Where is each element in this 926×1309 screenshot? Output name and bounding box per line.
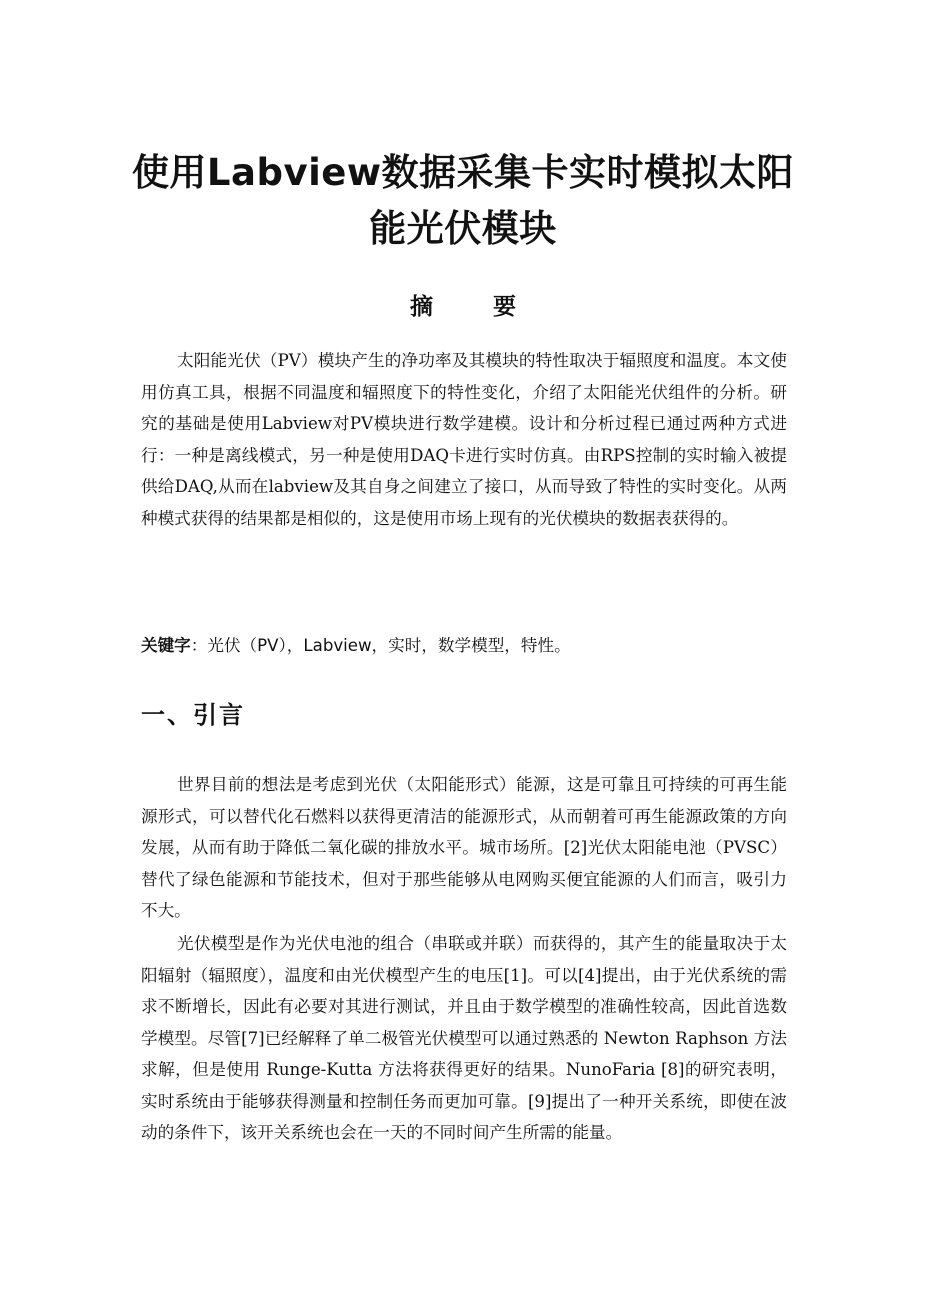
section-heading-introduction: 一、引言 [141, 701, 245, 729]
intro-paragraph: 光伏模型是作为光伏电池的组合（串联或并联）而获得的，其产生的能量取决于太阳辐射（辐照度），温度和由光伏模型产生的电压[1]。可以[4]提出，由于光伏系统的需求不断增长，因此有必要对其进行测试，并且由于数学模型的准确性较高，因此首选数学模型。尽管[7]已经解释了单二极管光伏模型可以通过熟悉的 Newton Raphson 方法求解，但是使用 Runge-Kutta 方法将获得更好的结果。NunoFaria [8]的研究表明，实时系统由于能够获得测量和控制任务而更加可靠。[9]提出了一种开关系统，即使在波动的条件下，该开关系统也会在一天的不同时间产生所需的能量。 [141, 934, 787, 1142]
abstract-body: 太阳能光伏（PV）模块产生的净功率及其模块的特性取决于辐照度和温度。本文使用仿真工具，根据不同温度和辐照度下的特性变化，介绍了太阳能光伏组件的分析。研究的基础是使用Labview对PV模块进行数学建模。设计和分析过程已通过两种方式进行：一种是离线模式，另一种是使用DAQ卡进行实时仿真。由RPS控制的实时输入被提供给DAQ,从而在labview及其自身之间建立了接口，从而导致了特性的实时变化。从两种模式获得的结果都是相似的，这是使用市场上现有的光伏模块的数据表获得的。 [141, 351, 787, 528]
keywords-separator: ： [190, 636, 208, 655]
paper-title: 使用Labview数据采集卡实时模拟太阳能光伏模块 [131, 151, 795, 250]
intro-paragraph: 世界目前的想法是考虑到光伏（太阳能形式）能源，这是可靠且可持续的可再生能源形式，可以替代化石燃料以获得更清洁的能源形式，从而朝着可再生能源政策的方向发展，从而有助于降低二氧化碳的排放水平。城市场所。[2]光伏太阳能电池（PVSC）替代了绿色能源和节能技术，但对于那些能够从电网购买便宜能源的人们而言，吸引力不大。 [141, 775, 787, 920]
keywords-line [141, 632, 787, 660]
keywords-label: 关键字 [141, 636, 191, 655]
abstract-heading: 摘 要 [409, 294, 542, 320]
keywords-text: 光伏（PV），Labview，实时，数学模型，特性。 [207, 636, 571, 655]
